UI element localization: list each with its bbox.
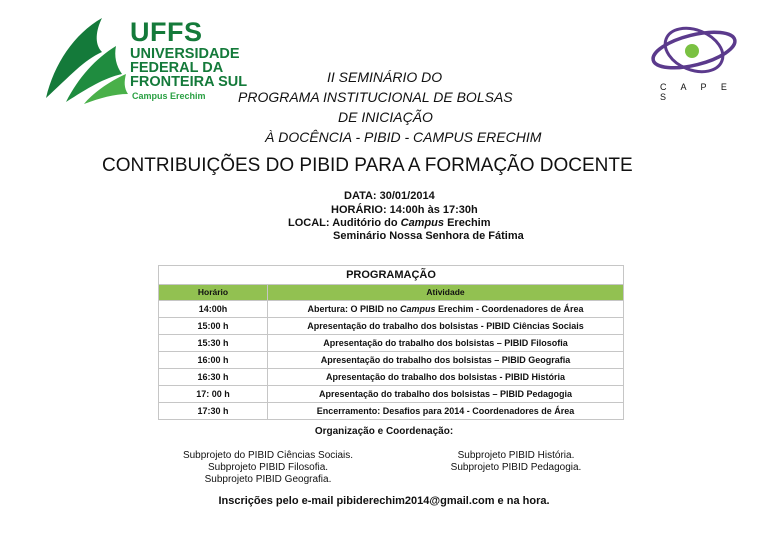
row-activity [268,369,623,385]
table-header [159,285,623,301]
subproject-left-2: Subprojeto PIBID Filosofia. [207,462,329,473]
heading-line-4: À DOCÊNCIA - PIBID - CAMPUS ERECHIM [265,129,542,145]
program-table [158,265,624,420]
row-activity [268,352,623,368]
subproject-right-2: Subprojeto PIBID Pedagogia. [450,462,582,473]
row-time: 17: 00 h [159,386,268,402]
uffs-logo [44,16,248,106]
table-row [159,403,623,419]
event-date: DATA: 30/01/2014 [344,190,435,202]
table-row [159,369,623,386]
activity-text: Apresentação do trabalho dos bolsistas - PIBID Ciências Sociais [307,321,584,331]
row-time: 14:00h [159,301,268,317]
event-location [288,217,491,229]
row-activity [268,335,623,351]
row-activity [268,403,623,419]
heading-line-3: DE INICIAÇÃO [338,109,433,125]
header-time: Horário [159,285,268,300]
page-title: CONTRIBUIÇÕES DO PIBID PARA A FORMAÇÃO DOCENTE [102,155,633,176]
capes-label: C A P E S [660,82,733,102]
activity-text-end: Erechim - Coordenadores de Área [435,304,584,314]
uffs-campus: Campus Erechim [132,91,206,101]
uffs-line-3: FRONTEIRA SUL [130,74,248,90]
row-time: 16:00 h [159,352,268,368]
uffs-line-1: UNIVERSIDADE [130,46,240,62]
capes-logo [644,26,744,102]
program-title: PROGRAMAÇÃO [159,266,623,285]
row-time: 15:30 h [159,335,268,351]
heading-line-2: PROGRAMA INSTITUCIONAL DE BOLSAS [238,89,513,105]
heading-line-1: II SEMINÁRIO DO [327,69,443,85]
capes-orbit-icon [644,26,744,82]
subproject-left-3: Subprojeto PIBID Geografia. [204,474,332,485]
table-row [159,386,623,403]
row-time: 16:30 h [159,369,268,385]
subproject-right-1: Subprojeto PIBID História. [457,450,575,461]
table-body [159,301,623,419]
activity-text: Encerramento: Desafios para 2014 - Coordenadores de Área [316,406,575,416]
row-activity [268,386,623,402]
uffs-swoosh-icon [44,16,130,106]
subproject-left-1: Subprojeto do PIBID Ciências Sociais. [182,450,354,461]
activity-text: Apresentação do trabalho dos bolsistas – PIBID Filosofia [323,338,568,348]
registration-note: Inscrições pelo e-mail pibiderechim2014@gmail.com e na hora. [218,495,550,507]
table-row [159,301,623,318]
row-time: 15:00 h [159,318,268,334]
table-row [159,318,623,335]
activity-text: Apresentação do trabalho dos bolsistas – PIBID Pedagogia [318,389,573,399]
row-activity [268,301,623,317]
activity-text: Apresentação do trabalho dos bolsistas - PIBID História [325,372,566,382]
location-prefix: LOCAL: Auditório do [288,217,401,229]
organization-title: Organização e Coordenação: [314,426,454,437]
activity-text: Abertura: O PIBID no [307,304,400,314]
location-suffix: Erechim [444,217,491,229]
row-activity [268,318,623,334]
table-row [159,335,623,352]
header-activity: Atividade [426,287,465,297]
event-location-detail: Seminário Nossa Senhora de Fátima [333,230,524,242]
row-time: 17:30 h [159,403,268,419]
table-row [159,352,623,369]
uffs-line-2: FEDERAL DA [130,60,224,76]
activity-emphasis: Campus [399,304,436,314]
activity-text: Apresentação do trabalho dos bolsistas – PIBID Geografia [320,355,571,365]
event-time: HORÁRIO: 14:00h às 17:30h [331,204,478,216]
uffs-acronym: UFFS [130,17,203,47]
location-campus: Campus [400,217,445,229]
